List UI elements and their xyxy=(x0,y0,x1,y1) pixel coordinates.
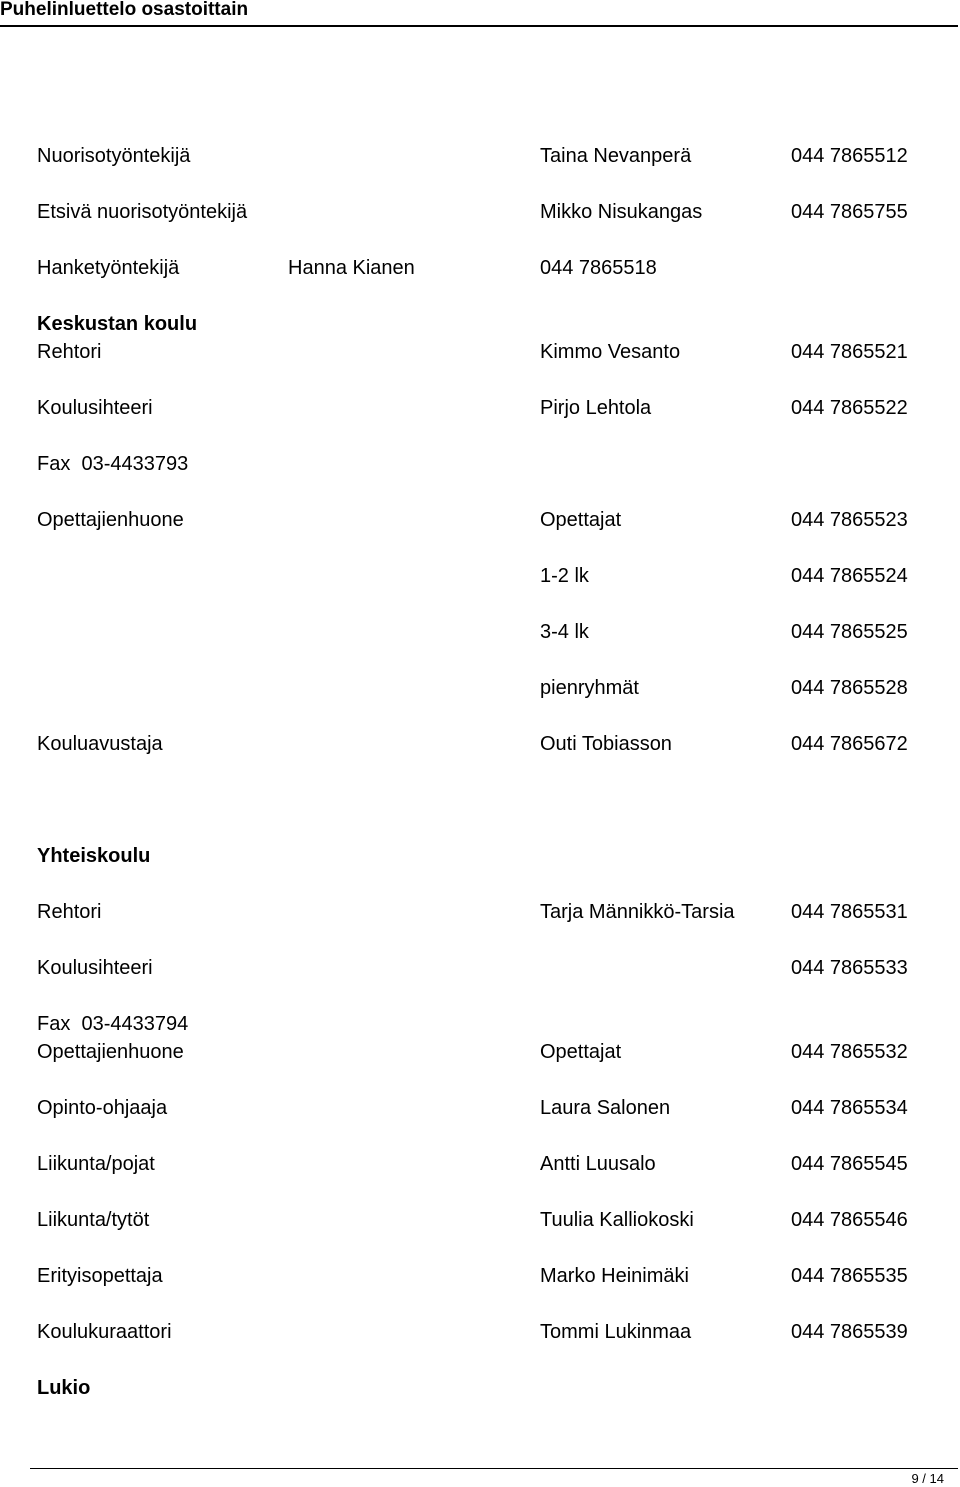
phone-number: 044 7865755 xyxy=(791,201,908,223)
contact-name: Marko Heinimäki xyxy=(540,1265,689,1287)
contact-name: Taina Nevanperä xyxy=(540,145,692,167)
role-label: Rehtori xyxy=(37,341,102,363)
role-label: Nuorisotyöntekijä xyxy=(37,145,191,167)
role-label: Opinto-ohjaaja xyxy=(37,1097,168,1119)
phone-number: 044 7865539 xyxy=(791,1321,908,1343)
section-title: Yhteiskoulu xyxy=(37,845,151,867)
phone-number: 044 7865518 xyxy=(540,257,657,279)
footer-divider xyxy=(30,1468,958,1469)
phone-number: 044 7865546 xyxy=(791,1209,908,1231)
role-label: Etsivä nuorisotyöntekijä xyxy=(37,201,248,223)
phone-number: 044 7865531 xyxy=(791,901,908,923)
role-label: Erityisopettaja xyxy=(37,1265,163,1287)
role-label: Koulukuraattori xyxy=(37,1321,172,1343)
phone-number: 044 7865528 xyxy=(791,677,908,699)
role-label: Opettajienhuone xyxy=(37,1041,184,1063)
role-label: Koulusihteeri xyxy=(37,397,153,419)
contact-name: pienryhmät xyxy=(540,677,639,699)
phone-number: 044 7865512 xyxy=(791,145,908,167)
contact-name: Laura Salonen xyxy=(540,1097,671,1119)
contact-name: Tommi Lukinmaa xyxy=(540,1321,692,1343)
contact-name: 1-2 lk xyxy=(540,565,589,587)
contact-name: Mikko Nisukangas xyxy=(540,201,703,223)
role-label: Opettajienhuone xyxy=(37,509,184,531)
contact-name: 3-4 lk xyxy=(540,621,589,643)
fax-number: Fax 03-4433793 xyxy=(37,453,189,475)
contact-name: Hanna Kianen xyxy=(288,257,415,279)
role-label: Rehtori xyxy=(37,901,102,923)
role-label: Kouluavustaja xyxy=(37,733,163,755)
fax-number: Fax 03-4433794 xyxy=(37,1013,189,1035)
phone-number: 044 7865521 xyxy=(791,341,908,363)
contact-name: Pirjo Lehtola xyxy=(540,397,652,419)
phone-number: 044 7865672 xyxy=(791,733,908,755)
section-title: Lukio xyxy=(37,1377,91,1399)
contact-name: Opettajat xyxy=(540,509,622,531)
contact-name: Opettajat xyxy=(540,1041,622,1063)
section-title: Keskustan koulu xyxy=(37,313,198,335)
phone-number: 044 7865535 xyxy=(791,1265,908,1287)
contact-name: Outi Tobiasson xyxy=(540,733,672,755)
contact-name: Tarja Männikkö-Tarsia xyxy=(540,901,735,923)
page-number: 9 / 14 xyxy=(911,1471,944,1486)
phone-number: 044 7865533 xyxy=(791,957,908,979)
phone-number: 044 7865532 xyxy=(791,1041,908,1063)
role-label: Liikunta/pojat xyxy=(37,1153,155,1175)
phone-number: 044 7865522 xyxy=(791,397,908,419)
header-divider xyxy=(0,25,958,27)
page-header-title: Puhelinluettelo osastoittain xyxy=(0,0,249,20)
phone-number: 044 7865534 xyxy=(791,1097,908,1119)
contact-name: Antti Luusalo xyxy=(540,1153,656,1175)
phone-number: 044 7865523 xyxy=(791,509,908,531)
phone-number: 044 7865545 xyxy=(791,1153,908,1175)
contact-name: Tuulia Kalliokoski xyxy=(540,1209,694,1231)
role-label: Liikunta/tytöt xyxy=(37,1209,150,1231)
role-label: Hanketyöntekijä xyxy=(37,257,180,279)
contact-name: Kimmo Vesanto xyxy=(540,341,681,363)
phone-number: 044 7865525 xyxy=(791,621,908,643)
role-label: Koulusihteeri xyxy=(37,957,153,979)
phone-number: 044 7865524 xyxy=(791,565,908,587)
